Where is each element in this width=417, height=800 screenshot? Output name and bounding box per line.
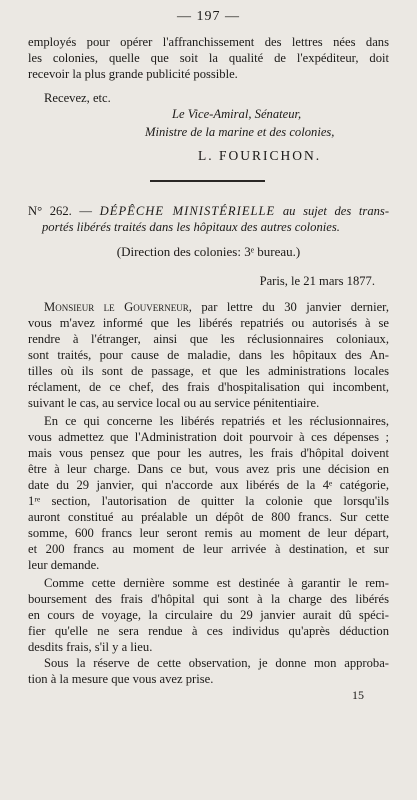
text-line: réclament, de ce chef, des frais d'hospitalisation qui incombent, <box>28 380 389 394</box>
text-line: fier qu'elle ne sera rendue à ces individus qu'après déduction <box>28 624 389 638</box>
dispatch-subject-end: portés libérés traités dans les hôpitaux des autres colonies. <box>42 220 340 234</box>
text-line: vous m'avez informé que les libérés repatriés ou autorisés à se <box>28 316 389 330</box>
text-line: boursement des frais d'hôpital qui sont à la charge des libérés <box>28 592 389 606</box>
text-line: En ce qui concerne les libérés repatriés et les réclusionnaires, <box>44 414 389 428</box>
text-line: date du 29 janvier, qui n'accorde aux libérés de la 4ᵉ catégorie, <box>28 478 389 492</box>
text-line: tilles où ils sont de passage, et que les administrations locales <box>28 364 389 378</box>
text-line: employés pour opérer l'affranchissement des lettres nées dans <box>28 35 389 49</box>
signature-title-line1: Le Vice-Amiral, Sénateur, <box>172 107 302 121</box>
paragraph-2 <box>28 413 389 573</box>
text-line: desdits frais, s'il y a lieu. <box>28 640 153 654</box>
text-line: mais vous pensez que pour les autres, les frais d'hôpital doivent <box>28 446 389 460</box>
text-line: suivant le cas, au service local ou au service pénitentiaire. <box>28 396 320 410</box>
text-line: rendre à l'étranger, ainsi que les réclusionnaires coloniaux, <box>28 332 389 346</box>
dispatch-subject-start: au sujet des trans- <box>282 204 390 218</box>
text-line: Sous la réserve de cette observation, je donne mon approba- <box>44 656 389 670</box>
text-line: somme, 600 francs leur seront remis au moment de leur départ, <box>28 526 389 540</box>
text-line: tion à la mesure que vous avez prise. <box>28 672 214 686</box>
text-line: en cours de voyage, la circulaire du 29 janvier aurait dû spéci- <box>28 608 389 622</box>
place-date: Paris, le 21 mars 1877. <box>259 274 375 288</box>
dispatch-heading <box>28 203 389 235</box>
direction-line: (Direction des colonies: 3ᵉ bureau.) <box>116 244 301 259</box>
heading-line1 <box>28 203 389 219</box>
text-line: et 200 francs au moment de leur arrivée à destination, et sur <box>28 542 389 556</box>
section-divider <box>150 180 265 182</box>
text-line: être à leur charge. Dans ce but, vous avez pris une décision en <box>28 462 389 476</box>
salutation: Recevez, etc. <box>44 91 111 105</box>
text-line: sont traités, pour cause de maladie, dans les hôpitaux des An- <box>28 348 389 362</box>
text-line: auront constitué au préalable un dépôt de 800 francs. Sur cette <box>28 510 389 524</box>
dispatch-type: DÉPÊCHE MINISTÉRIELLE <box>99 204 276 218</box>
text-line: Comme cette dernière somme est destinée à garantir le rem- <box>44 576 389 590</box>
page-number-header: — 197 — <box>177 9 240 24</box>
signature-title-line2: Ministre de la marine et des colonies, <box>145 125 335 139</box>
opening-paragraph <box>28 34 389 82</box>
paragraph-1 <box>28 299 389 411</box>
text-line: vous admettez que l'Administration doit pourvoir à ces dépenses ; <box>28 430 389 444</box>
signature-mark: 15 <box>352 688 364 702</box>
paragraph-4 <box>28 655 389 687</box>
text-line: Monsieur le Gouverneur, par lettre du 30 janvier dernier, <box>44 300 390 314</box>
dispatch-number: N° 262. — <box>28 204 93 218</box>
text-line: 1ʳᵉ section, l'autorisation de quitter la colonie que lorsqu'ils <box>28 494 389 508</box>
salutation-caps: Monsieur le Gouverneur, <box>44 300 192 314</box>
paragraph-3 <box>28 575 389 655</box>
signature-name: L. FOURICHON. <box>198 148 322 163</box>
text-line: les colonies, quelle que soit la qualité de l'expéditeur, doit <box>28 51 389 65</box>
text-line: recevoir la plus grande publicité possible. <box>28 67 238 81</box>
text-line: leur demande. <box>28 558 100 572</box>
